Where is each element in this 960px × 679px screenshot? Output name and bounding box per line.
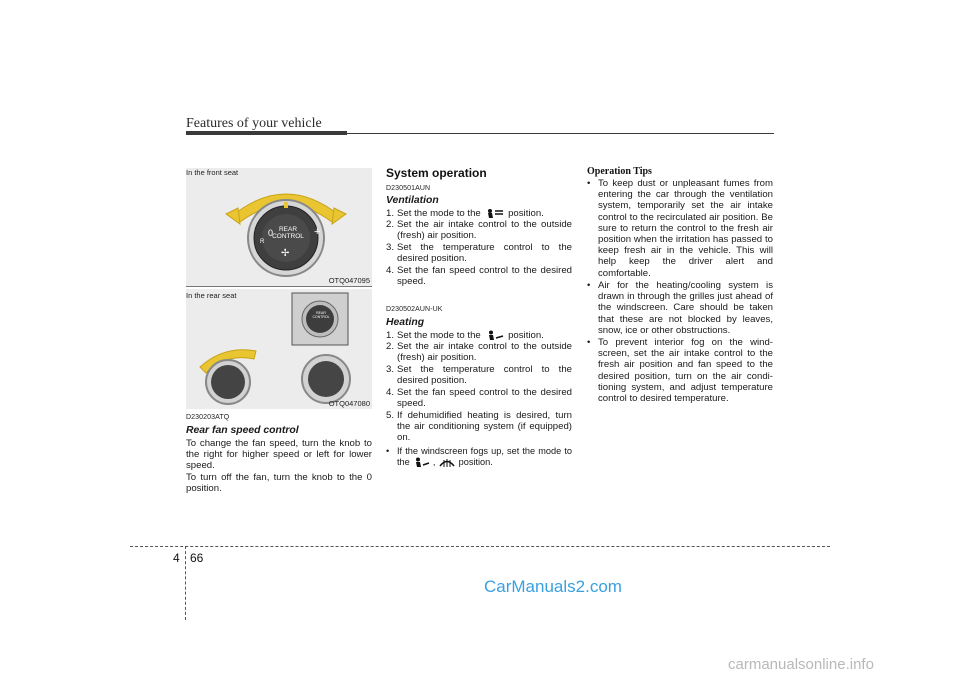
header-bar: [186, 131, 347, 135]
list-item: 2. Set the air intake control to the outside (fresh) air position.: [386, 219, 572, 242]
knob-r-label: R: [260, 239, 265, 245]
section-title: System operation: [386, 166, 487, 180]
heat-mode-icon: [483, 330, 505, 341]
list-item: 3. Set the temperature control to the desired position.: [386, 364, 572, 387]
list-item: 4. Set the fan speed control to the desired speed.: [386, 387, 572, 410]
footer-rule: [130, 546, 830, 547]
vent-mode-icon: [483, 208, 505, 219]
figure-rear-seat: [186, 289, 372, 409]
watermark-link[interactable]: CarManuals2.com: [484, 577, 622, 596]
figure-divider: [186, 286, 372, 287]
doc-code: D230502AUN-UK: [386, 306, 443, 313]
knob-zero-label: 0: [268, 228, 274, 238]
figure-label: In the rear seat: [186, 291, 237, 300]
bullet-item: • To prevent interior fog on the wind-screen, set the air intake control to the fresh air position and fan speed to the desired position, turn on the air condi-tioning system, and adjust temperature control to desired temperature.: [587, 337, 773, 405]
fan-icon: ✢: [281, 248, 290, 259]
bullet-item: • Air for the heating/cooling system is drawn in through the grilles just ahead of the windscreen. Care should be taken that these are not blocked by leaves, snow, ice or other obstructions.: [587, 280, 773, 336]
list-item: 4. Set the fan speed control to the desired speed.: [386, 265, 572, 288]
header-rule: [347, 133, 774, 134]
subheading-heating: Heating: [386, 317, 425, 328]
section-heading: Rear fan speed control: [186, 425, 299, 436]
operation-tips-heading: Operation Tips: [587, 166, 652, 177]
footer-vertical-rule: [185, 546, 186, 620]
page-header-title: Features of your vehicle: [186, 116, 322, 131]
doc-code: D230501AUN: [386, 185, 431, 192]
section-number: 4: [173, 551, 180, 565]
figure-label: In the front seat: [186, 168, 239, 177]
list-item: 5. If dehumidified heating is desired, turn the air conditioning system (if equipped) on.: [386, 410, 572, 444]
defrost-icon: [438, 457, 456, 468]
figure-code: OTQ047095: [328, 276, 370, 285]
list-item: 1. Set the mode to the position.: [386, 208, 544, 220]
doc-code: D230203ATQ: [186, 414, 230, 421]
bullet-item: • To keep dust or unpleasant fumes from entering the car through the ventilation system, temporarily set the air intake control to the recirculated air position. Be sure to return the control to the fresh air position when the irritation has passed to keep fresh air in the vehicle. This will help keep the driver alert and comfortable.: [587, 178, 773, 279]
knob-rear-control-label: REAR CONTROL: [272, 226, 304, 240]
rear-panel-illustration: [186, 289, 372, 409]
list-item: 2. Set the air intake control to the outside (fresh) air position.: [386, 341, 572, 364]
subheading-ventilation: Ventilation: [386, 195, 439, 206]
figure-front-seat: [186, 168, 372, 286]
watermark-text: carmanualsonline.info: [728, 656, 874, 673]
list-item: 3. Set the temperature control to the desired position.: [386, 242, 572, 265]
paragraph: To turn off the fan, turn the knob to the 0 position.: [186, 472, 372, 495]
rear-knob-label: REAR CONTROL: [312, 311, 330, 319]
page-number: 66: [190, 551, 204, 565]
paragraph: To change the fan speed, turn the knob to the right for higher speed or left for lower speed.: [186, 438, 372, 472]
figure-code: OTQ047080: [328, 399, 370, 408]
defrost-floor-mode-icon: [412, 457, 430, 468]
plus-icon: +: [314, 226, 321, 238]
list-item: 1. Set the mode to the position.: [386, 330, 544, 342]
bullet-item: • If the windscreen fogs up, set the mode to the , position.: [386, 446, 572, 468]
